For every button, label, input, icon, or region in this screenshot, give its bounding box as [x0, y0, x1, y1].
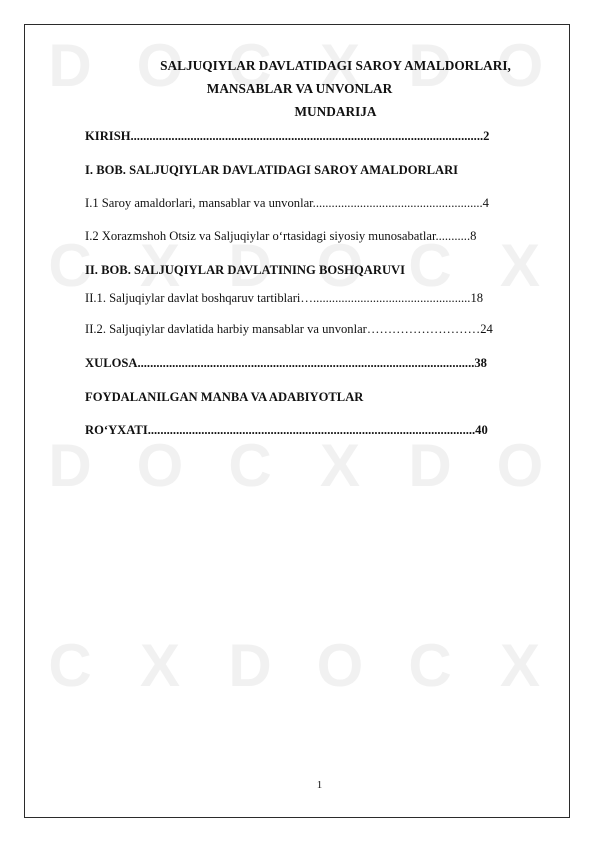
toc-entry-chapter-1: I. BOB. SALJUQIYLAR DAVLATIDAGI SAROY AMALDORLARI — [85, 163, 459, 177]
watermark-glyph: X — [139, 232, 181, 299]
watermark-glyph: D — [408, 432, 452, 499]
page-number: 1 — [316, 779, 323, 791]
watermark-glyph: D — [48, 432, 92, 499]
contents-heading: MUNDARIJA — [294, 104, 377, 119]
watermark-glyph: C — [408, 232, 452, 299]
watermark-glyph: D — [228, 632, 272, 699]
watermark-glyph: O — [136, 32, 184, 99]
toc-entry-xulosa: XULOSA...........................................................................................................38 — [85, 356, 487, 370]
watermark-glyph: O — [496, 32, 544, 99]
watermark-glyph: X — [499, 632, 541, 699]
watermark-glyph: O — [316, 632, 364, 699]
watermark-glyph: O — [496, 432, 544, 499]
document-title-line-2: MANSABLAR VA UNVONLAR — [206, 81, 393, 96]
toc-entry-chapter-2: II. BOB. SALJUQIYLAR DAVLATINING BOSHQARUVI — [85, 263, 406, 277]
watermark-glyph: X — [139, 632, 181, 699]
watermark-glyph: X — [319, 432, 361, 499]
watermark-glyph: D — [48, 32, 92, 99]
watermark-glyph: D — [408, 32, 452, 99]
watermark-glyph: X — [319, 32, 361, 99]
toc-entry-kirish: KIRISH................................................................................................................2 — [85, 129, 490, 143]
watermark-glyph: O — [136, 432, 184, 499]
watermark-glyph: C — [408, 632, 452, 699]
toc-entry-section-2-1: II.1. Saljuqiylar davlat boshqaruv tartiblari…..................................................18 — [85, 291, 484, 305]
watermark-glyph: C — [228, 32, 272, 99]
watermark-glyph: C — [48, 232, 92, 299]
toc-entry-section-1-2: I.2 Xorazmshoh Otsiz va Saljuqiylar oʻrtasidagi siyosiy munosabatlar...........8 — [85, 229, 477, 243]
document-title-line-1: SALJUQIYLAR DAVLATIDAGI SAROY AMALDORLARI, — [160, 58, 511, 73]
watermark-glyph: X — [499, 232, 541, 299]
toc-entry-section-1-1: I.1 Saroy amaldorlari, mansablar va unvonlar......................................................4 — [85, 196, 489, 210]
toc-entry-section-2-2: II.2. Saljuqiylar davlatida harbiy mansablar va unvonlar………………………24 — [85, 322, 493, 336]
toc-entry-sources: FOYDALANILGAN MANBA VA ADABIYOTLAR — [85, 390, 364, 404]
watermark-glyph: D — [228, 232, 272, 299]
toc-entry-sources-list: ROʻYXATI........................................................................................................40 — [85, 423, 488, 437]
watermark-glyph: C — [48, 632, 92, 699]
watermark-glyph: C — [228, 432, 272, 499]
watermark-glyph: O — [316, 232, 364, 299]
